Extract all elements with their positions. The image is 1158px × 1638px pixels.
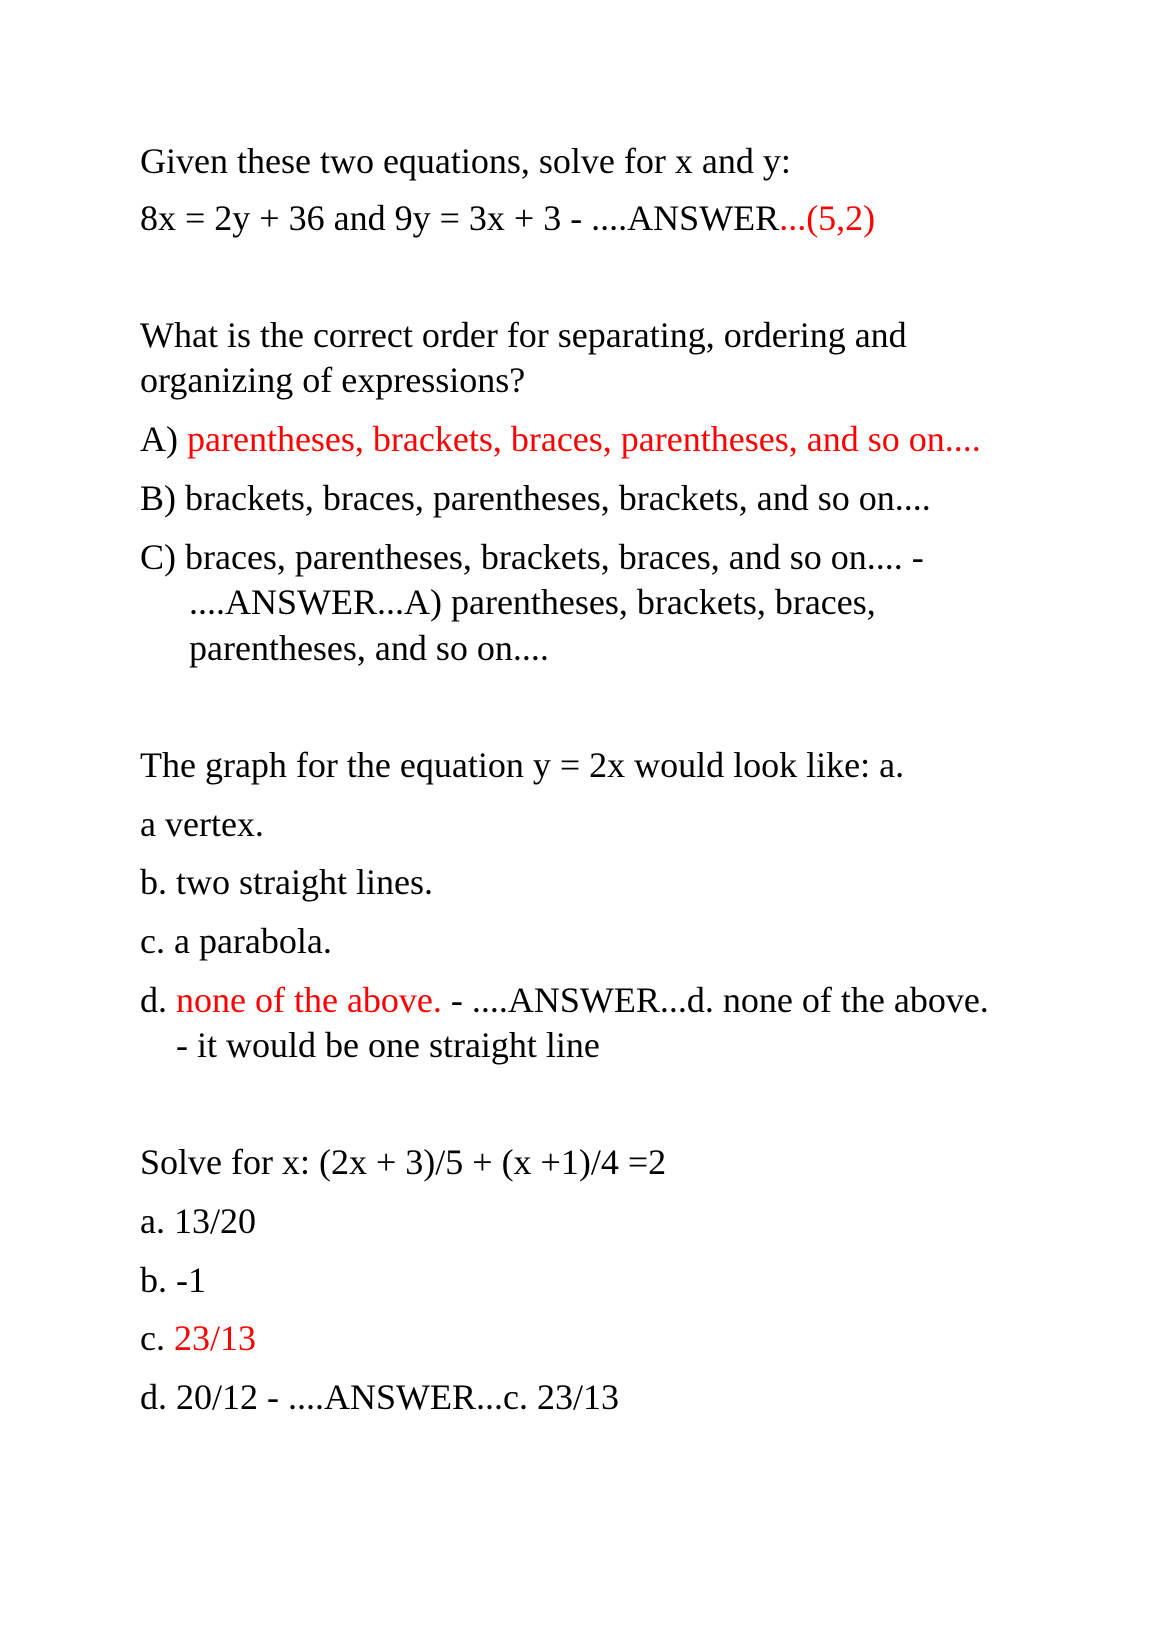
q2-option-a-label: A) xyxy=(140,419,187,459)
q1-equations-text: 8x = 2y + 36 and 9y = 3x + 3 - ....ANSWER xyxy=(140,198,780,238)
q3-option-a: a vertex. xyxy=(140,804,264,844)
q3-option-d-answer: - ....ANSWER...d. none of the above. xyxy=(441,980,989,1020)
q3-option-b: b. two straight lines. xyxy=(140,862,433,902)
q4-option-d: d. 20/12 - ....ANSWER...c. 23/13 xyxy=(140,1377,619,1417)
q3-option-d-label: d. xyxy=(140,980,176,1020)
q1-equations xyxy=(140,194,875,242)
q4-option-b: b. -1 xyxy=(140,1260,206,1300)
q2-option-a-highlight: parentheses, brackets, braces, parentheses, and so on.... xyxy=(187,419,981,459)
q1-prompt: Given these two equations, solve for x and y: xyxy=(140,141,791,181)
q1-answer-highlight: ...(5,2) xyxy=(779,198,876,238)
q4-option-c xyxy=(140,1314,256,1362)
q3-question: The graph for the equation y = 2x would look like: a. xyxy=(140,745,905,785)
q3-option-c: c. a parabola. xyxy=(140,921,332,961)
q2-option-c: C) braces, parentheses, brackets, braces, and so on.... - xyxy=(140,537,924,577)
q2-answer-line1: ....ANSWER...A) parentheses, brackets, braces, xyxy=(189,582,876,622)
q4-option-c-highlight: 23/13 xyxy=(173,1318,256,1358)
q3-option-d-highlight: none of the above. xyxy=(176,980,442,1020)
q4-option-a: a. 13/20 xyxy=(140,1201,256,1241)
q4-question: Solve for x: (2x + 3)/5 + (x +1)/4 =2 xyxy=(140,1142,667,1182)
q2-question-line2: organizing of expressions? xyxy=(140,360,526,400)
q3-answer-explanation: - it would be one straight line xyxy=(176,1025,600,1065)
q2-answer-line2: parentheses, and so on.... xyxy=(189,628,549,668)
q2-option-a xyxy=(140,415,981,463)
q2-option-b: B) brackets, braces, parentheses, brackets, and so on.... xyxy=(140,478,931,518)
q3-option-d xyxy=(140,976,989,1024)
q2-question-line1: What is the correct order for separating, ordering and xyxy=(140,315,907,355)
q4-option-c-label: c. xyxy=(140,1318,174,1358)
